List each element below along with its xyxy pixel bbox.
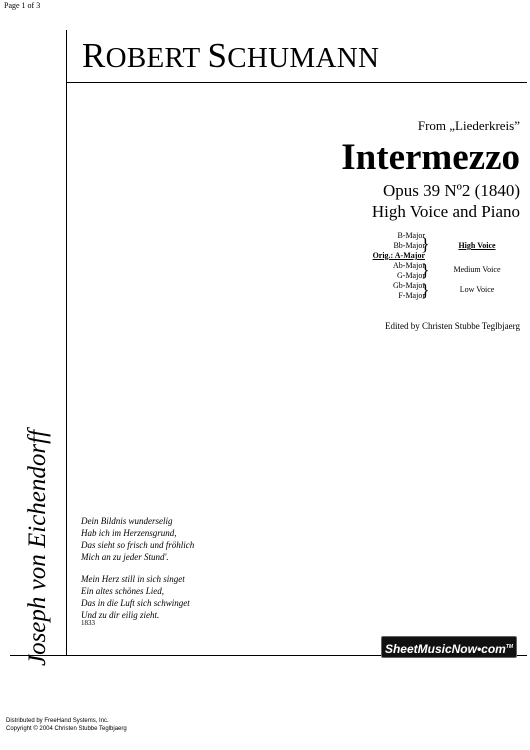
poet-name-text: Joseph von Eichendorff (24, 429, 51, 667)
composer-first-initial: R (82, 36, 106, 75)
piece-title: Intermezzo (341, 137, 520, 178)
header-rule (66, 82, 527, 83)
vertical-rule (66, 30, 67, 655)
page-number: Page 1 of 3 (4, 1, 41, 10)
poem-text (81, 515, 194, 631)
poem-line: Das sieht so frisch und fröhlich (81, 540, 195, 550)
composer-name (82, 36, 379, 76)
poet-name (16, 429, 60, 667)
key-item: Bb-Major (393, 241, 425, 250)
publisher-logo-text: SheetMusicNow•com (384, 642, 506, 656)
editor-credit: Edited by Christen Stubbe Teglbjaerg (384, 321, 520, 331)
trademark-mark: TM (505, 644, 514, 650)
brace-icon: } (421, 234, 430, 254)
poem-stanza (81, 515, 194, 563)
poem-line: Hab ich im Herzensgrund, (81, 528, 177, 538)
voicing: High Voice and Piano (371, 202, 520, 221)
key-item: F-Major (398, 291, 425, 300)
key-item-original: Orig.: A-Major (372, 251, 425, 260)
footer-credits (6, 717, 127, 733)
key-group-low (333, 280, 495, 301)
poem-line: Mich an zu jeder Stund'. (81, 552, 169, 562)
brace-icon: } (421, 260, 430, 280)
voice-label-medium: Medium Voice (453, 265, 501, 274)
opus-number: Opus 39 Nº2 (1840) (382, 181, 520, 200)
poem-line: Das in die Luft sich schwinget (81, 598, 190, 608)
key-group-high (333, 231, 496, 261)
composer-last-initial: S (207, 36, 228, 75)
poem-line: Ein altes schönes Lied, (81, 586, 164, 596)
brace-icon: } (421, 280, 430, 300)
voice-label-low: Low Voice (459, 285, 495, 294)
source-work: From „Liederkreis” (417, 118, 520, 133)
distributor-line: Distributed by FreeHand Systems, Inc. (6, 718, 109, 724)
poem-line: Dein Bildnis wunderselig (81, 516, 173, 526)
poem-line: Mein Herz still in sich singet (81, 574, 185, 584)
key-item: B-Major (397, 231, 425, 240)
composer-last-rest: CHUMANN (227, 42, 380, 74)
poem-stanza (81, 573, 194, 621)
poem-year: 1833 (81, 619, 95, 627)
composer-first-rest: OBERT (105, 42, 200, 74)
voice-label-high: High Voice (458, 241, 496, 250)
key-group-medium (333, 260, 501, 281)
key-item: G-Major (397, 271, 425, 280)
key-item: Gb-Major (393, 281, 425, 290)
key-item: Ab-Major (393, 261, 425, 270)
publisher-logo[interactable] (381, 636, 517, 658)
poem-line: Und zu dir eilig zieht. (81, 610, 160, 620)
copyright-line: Copyright © 2004 Christen Stubbe Teglbjaerg (6, 726, 127, 732)
